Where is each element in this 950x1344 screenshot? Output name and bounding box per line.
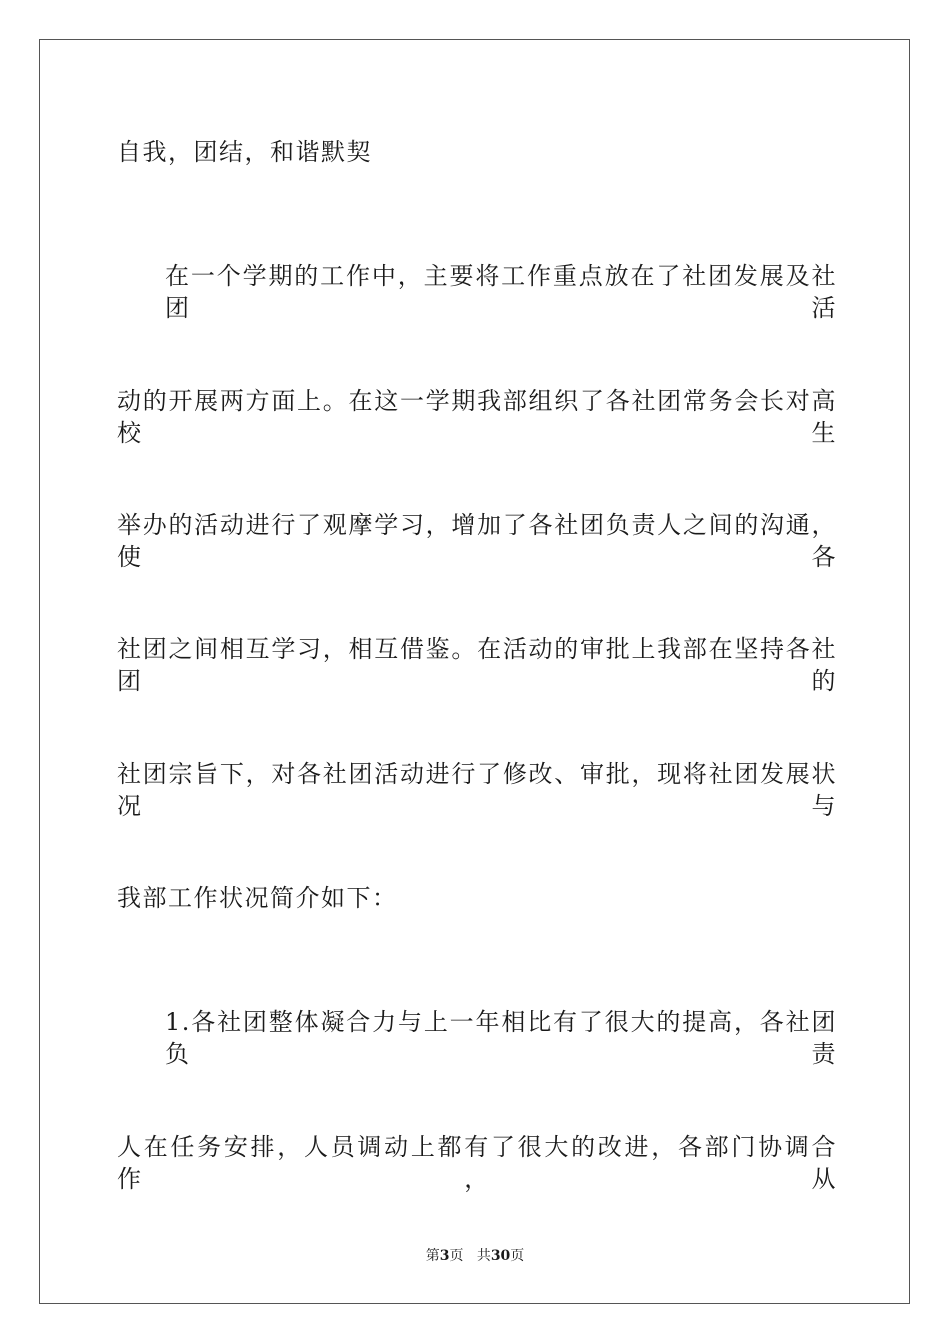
body-line-8: 1.各社团整体凝合力与上一年相比有了很大的提高，各社团负责	[165, 1008, 837, 1068]
body-line-7: 我部工作状况简介如下：	[117, 884, 398, 912]
body-line-9: 人在任务安排，人员调动上都有了很大的改进，各部门协调合作，从	[117, 1133, 837, 1193]
footer-page-suffix: 页	[449, 1248, 464, 1264]
body-line-5: 社团之间相互学习，相互借鉴。在活动的审批上我部在坚持各社团的	[117, 635, 837, 695]
footer-page-prefix: 第	[425, 1248, 440, 1264]
footer-total-pages: 30	[490, 1248, 511, 1264]
body-line-1: 自我，团结，和谐默契	[117, 138, 372, 166]
footer-current-page: 3	[439, 1248, 450, 1264]
page-footer	[0, 1246, 950, 1266]
body-line-4: 举办的活动进行了观摩学习，增加了各社团负责人之间的沟通，使各	[117, 511, 837, 571]
footer-total-prefix: 共	[476, 1248, 491, 1264]
footer-total-suffix: 页	[510, 1248, 525, 1264]
body-line-6: 社团宗旨下，对各社团活动进行了修改、审批，现将社团发展状况与	[117, 760, 837, 820]
body-line-2: 在一个学期的工作中，主要将工作重点放在了社团发展及社团活	[165, 262, 837, 322]
body-line-3: 动的开展两方面上。在这一学期我部组织了各社团常务会长对高校生	[117, 387, 837, 447]
